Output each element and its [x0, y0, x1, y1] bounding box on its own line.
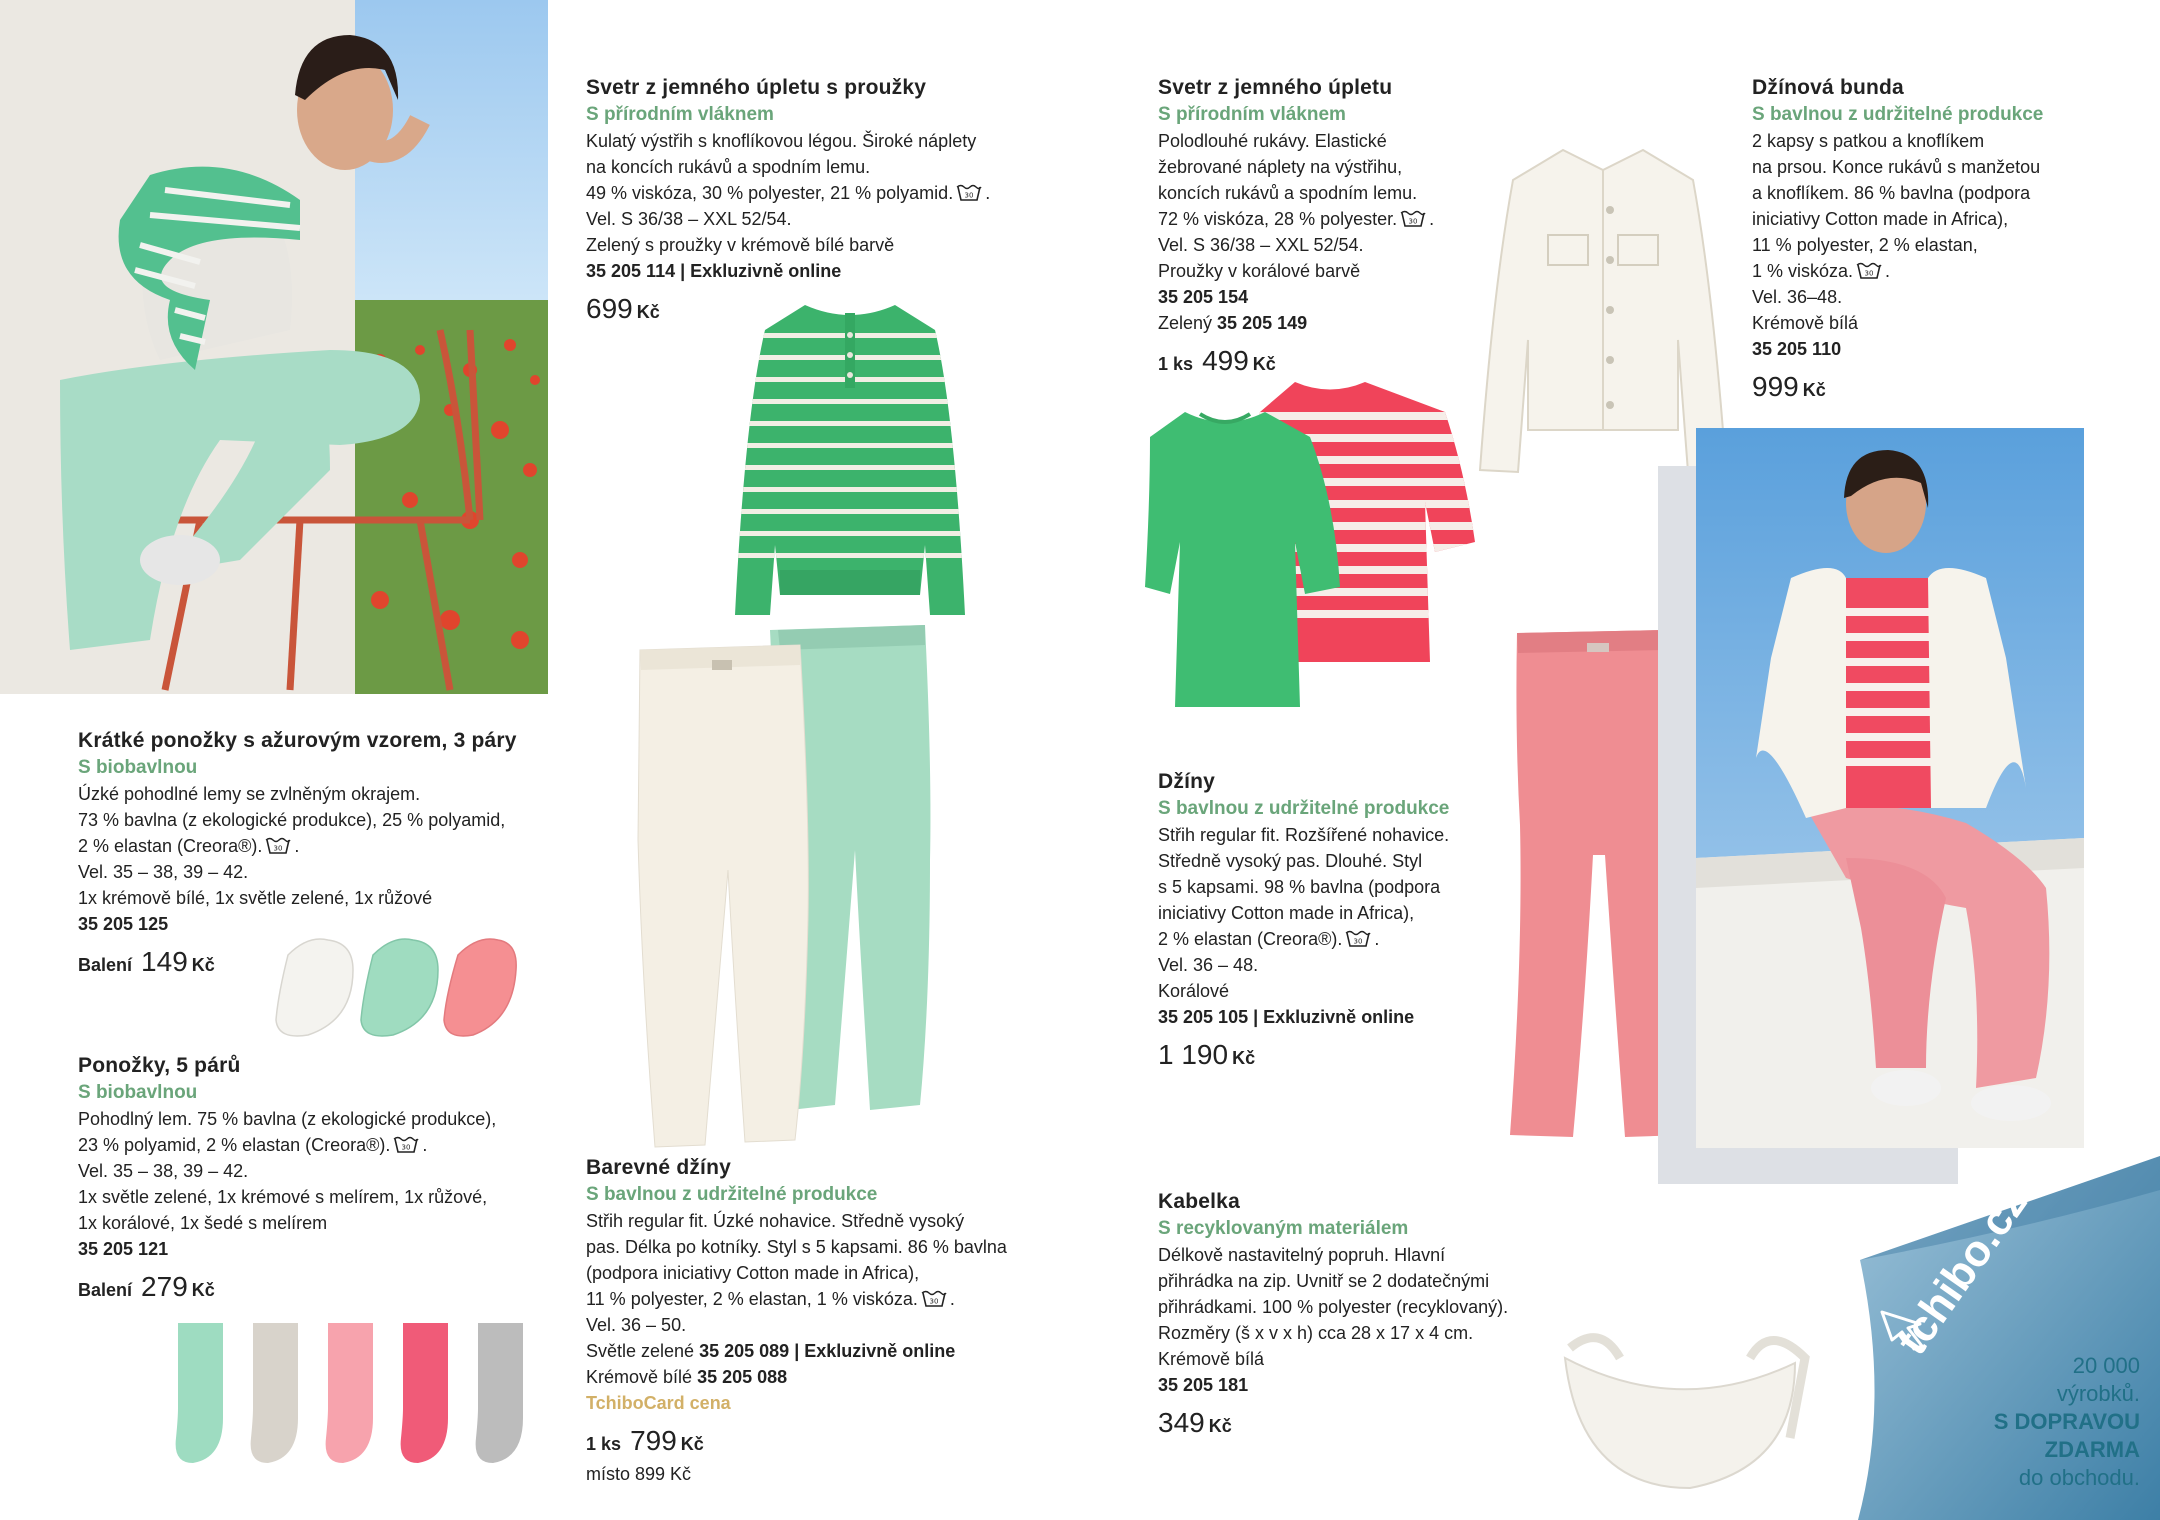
- product-desc-line: 72 % viskóza, 28 % polyester. .: [1158, 209, 1435, 229]
- product-desc-line: Vel. 36 – 50.: [586, 1315, 687, 1335]
- product-desc-line: Úzké pohodlné lemy se zvlněným okrajem.: [78, 784, 421, 804]
- product-title: Barevné džíny: [586, 1156, 731, 1179]
- product-desc-line: Kulatý výstřih s knoflíkovou légou. Široké náplety: [586, 131, 977, 151]
- product-subtitle: S bavlnou z udržitelné produkce: [586, 1184, 878, 1205]
- product-desc-line: koncích rukávů a spodním lemu.: [1158, 183, 1418, 203]
- price-value: 1 190: [1158, 1039, 1229, 1070]
- socks-3-image: [268, 925, 518, 1045]
- product-desc-line: Středně vysoký pas. Dlouhé. Styl: [1158, 851, 1423, 871]
- product-desc-line: Krémově bílá: [1752, 313, 1859, 333]
- product-title: Kabelka: [1158, 1190, 1240, 1213]
- price: 349 Kč: [1158, 1407, 1232, 1438]
- product-code: 35 205 110: [1752, 339, 1842, 359]
- price-value: 699: [586, 293, 633, 324]
- variant-line: Zelený 35 205 149: [1158, 313, 1308, 333]
- product-desc-line: 1x korálové, 1x šedé s melírem: [78, 1213, 328, 1233]
- product-pink-jeans: [1158, 768, 1538, 1075]
- product-desc-line: Korálové: [1158, 981, 1230, 1001]
- product-desc-line: Střih regular fit. Rozšířené nohavice.: [1158, 825, 1450, 845]
- product-desc-line: Proužky v korálové barvě: [1158, 261, 1361, 281]
- product-code: 35 205 125: [78, 914, 169, 934]
- brand-label[interactable]: tchibo.cz: [1887, 1179, 2037, 1364]
- product-subtitle: S recyklovaným materiálem: [1158, 1218, 1409, 1239]
- product-bag: [1158, 1188, 1578, 1443]
- price: 699 Kč: [586, 293, 660, 324]
- product-title: Džíny: [1158, 770, 1216, 793]
- product-desc-line: a knoflíkem. 86 % bavlna (podpora: [1752, 183, 2031, 203]
- wash-30-icon: [1856, 262, 1882, 280]
- product-desc-line: 49 % viskóza, 30 % polyester, 21 % polyamid. .: [586, 183, 991, 203]
- product-desc-line: iniciativy Cotton made in Africa),: [1752, 209, 2009, 229]
- product-desc-line: Vel. 36–48.: [1752, 287, 1843, 307]
- product-subtitle: S biobavlnou: [78, 1082, 198, 1103]
- product-desc-line: 11 % polyester, 2 % elastan, 1 % viskóza. .: [586, 1289, 955, 1309]
- product-desc-line: 2 kapsy s patkou a knoflíkem: [1752, 131, 1985, 151]
- product-code: 35 205 181: [1158, 1375, 1249, 1395]
- product-title: Svetr z jemného úpletu: [1158, 76, 1393, 99]
- sweaters-image: [1145, 372, 1480, 717]
- wash-30-icon: [393, 1136, 419, 1154]
- price: Balení 279 Kč: [78, 1271, 215, 1302]
- striped-sweater-image: [730, 295, 970, 625]
- price: 1 190 Kč: [1158, 1039, 1256, 1070]
- product-desc-line: 1x krémově bílé, 1x světle zelené, 1x růžové: [78, 888, 433, 908]
- product-desc-line: přihrádkami. 100 % polyester (recyklovaný).: [1158, 1297, 1509, 1317]
- product-sweater-stripes: [586, 74, 1106, 329]
- product-subtitle: S bavlnou z udržitelné produkce: [1158, 798, 1450, 819]
- old-price: místo 899 Kč: [586, 1464, 692, 1484]
- product-desc-line: Vel. S 36/38 – XXL 52/54.: [1158, 235, 1364, 255]
- product-desc-line: přihrádka na zip. Uvnitř se 2 dodatečnými: [1158, 1271, 1490, 1291]
- price-value: 499: [1202, 345, 1249, 376]
- promo-line: ZDARMA: [2044, 1437, 2140, 1462]
- product-desc-line: na koncích rukávů a spodním lemu.: [586, 157, 871, 177]
- product-desc-line: 2 % elastan (Creora®). .: [78, 836, 300, 856]
- product-desc-line: Vel. 35 – 38, 39 – 42.: [78, 862, 249, 882]
- price: Balení 149 Kč: [78, 946, 215, 977]
- wash-30-icon: [1400, 210, 1426, 228]
- price: 1 ks 499 Kč: [1158, 345, 1276, 376]
- product-code: 35 205 105 | Exkluzivně online: [1158, 1007, 1415, 1027]
- product-code: 35 205 154: [1158, 287, 1249, 307]
- product-desc-line: Střih regular fit. Úzké nohavice. Středně vysoký: [586, 1211, 965, 1231]
- product-desc-line: Zelený s proužky v krémově bílé barvě: [586, 235, 895, 255]
- bag-image: [1540, 1318, 1820, 1498]
- wash-30-icon: [956, 184, 982, 202]
- product-title: Svetr z jemného úpletu s proužky: [586, 76, 927, 99]
- price-value: 279: [141, 1271, 188, 1302]
- product-desc-line: 1x světle zelené, 1x krémové s melírem, 1x růžové,: [78, 1187, 488, 1207]
- product-desc-line: Vel. S 36/38 – XXL 52/54.: [586, 209, 792, 229]
- price: 1 ks 799 Kč: [586, 1425, 704, 1456]
- denim-jacket-image: [1478, 140, 1728, 480]
- product-colored-jeans: [586, 1154, 1106, 1487]
- product-desc-line: Pohodlný lem. 75 % bavlna (z ekologické produkce),: [78, 1109, 497, 1129]
- right-model-photo: [1696, 428, 2084, 1148]
- product-desc-line: iniciativy Cotton made in Africa),: [1158, 903, 1415, 923]
- product-desc-line: 11 % polyester, 2 % elastan,: [1752, 235, 1978, 255]
- tchibocard-label: TchiboCard cena: [586, 1393, 731, 1413]
- colored-jeans-image: [630, 620, 940, 1150]
- product-socks-5: [78, 1052, 578, 1307]
- product-subtitle: S přírodním vláknem: [1158, 104, 1346, 125]
- product-code: 35 205 114 | Exkluzivně online: [586, 261, 842, 281]
- wash-30-icon: [265, 837, 291, 855]
- product-desc-line: 1 % viskóza. .: [1752, 261, 1891, 281]
- product-desc-line: Vel. 35 – 38, 39 – 42.: [78, 1161, 249, 1181]
- product-desc-line: 23 % polyamid, 2 % elastan (Creora®). .: [78, 1135, 428, 1155]
- product-sweater-plain: [1158, 74, 1518, 381]
- product-desc-line: žebrované náplety na výstřihu,: [1158, 157, 1403, 177]
- product-subtitle: S biobavlnou: [78, 757, 198, 778]
- product-code: 35 205 121: [78, 1239, 169, 1259]
- price-value: 149: [141, 946, 188, 977]
- promo-line: do obchodu.: [2018, 1465, 2140, 1490]
- promo-text: [1940, 1352, 2140, 1492]
- price-value: 999: [1752, 371, 1799, 402]
- price: 999 Kč: [1752, 371, 1826, 402]
- product-desc-line: pas. Délka po kotníky. Styl s 5 kapsami. 86 % bavlna: [586, 1237, 1007, 1257]
- product-denim-jacket: [1752, 74, 2132, 407]
- product-subtitle: S přírodním vláknem: [586, 104, 774, 125]
- product-desc-line: Délkově nastavitelný popruh. Hlavní: [1158, 1245, 1446, 1265]
- price-value: 349: [1158, 1407, 1205, 1438]
- product-title: Džínová bunda: [1752, 76, 1904, 99]
- promo-line: 20 000: [2072, 1353, 2140, 1378]
- product-desc-line: Krémově bílá: [1158, 1349, 1265, 1369]
- promo-line: výrobků.: [2056, 1381, 2140, 1406]
- product-desc-line: 2 % elastan (Creora®). .: [1158, 929, 1380, 949]
- price-value: 799: [630, 1425, 677, 1456]
- product-title: Krátké ponožky s ažurovým vzorem, 3 páry: [78, 729, 517, 752]
- product-desc-line: (podpora iniciativy Cotton made in Africa),: [586, 1263, 920, 1283]
- product-title: Ponožky, 5 párů: [78, 1054, 241, 1077]
- variant-line: Krémově bílé 35 205 088: [586, 1367, 788, 1387]
- promo-line: S DOPRAVOU: [1993, 1409, 2140, 1434]
- top-left-model-photo: [0, 0, 548, 694]
- wash-30-icon: [1345, 930, 1371, 948]
- socks-5-image: [168, 1318, 538, 1468]
- product-desc-line: Polodlouhé rukávy. Elastické: [1158, 131, 1387, 151]
- product-desc-line: 73 % bavlna (z ekologické produkce), 25 % polyamid,: [78, 810, 506, 830]
- product-subtitle: S bavlnou z udržitelné produkce: [1752, 104, 2044, 125]
- wash-30-icon: [921, 1290, 947, 1308]
- product-desc-line: Vel. 36 – 48.: [1158, 955, 1259, 975]
- product-desc-line: na prsou. Konce rukávů s manžetou: [1752, 157, 2041, 177]
- product-desc-line: Rozměry (š x v x h) cca 28 x 17 x 4 cm.: [1158, 1323, 1474, 1343]
- product-desc-line: s 5 kapsami. 98 % bavlna (podpora: [1158, 877, 1441, 897]
- variant-line: Světle zelené 35 205 089 | Exkluzivně online: [586, 1341, 956, 1361]
